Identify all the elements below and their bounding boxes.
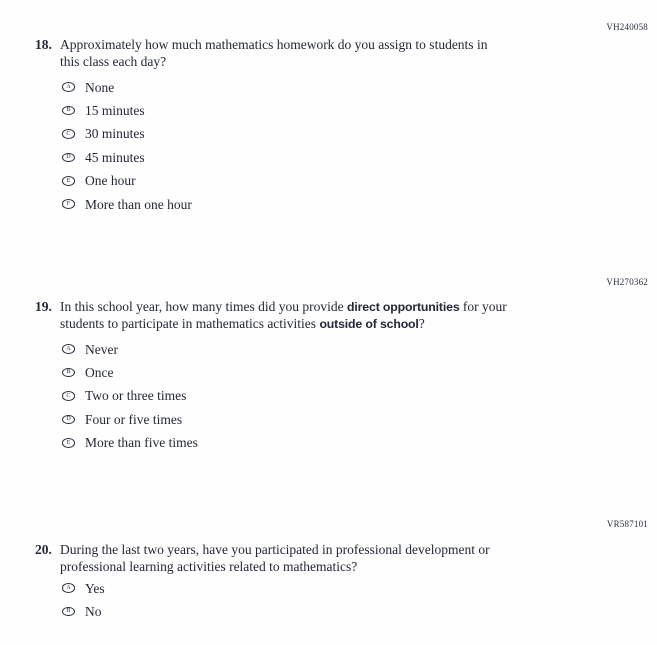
question-19-line2-post: ? <box>418 315 425 331</box>
question-19-text <box>60 299 507 332</box>
question-19-line2-pre: students to participate in mathematics activities <box>60 315 320 331</box>
question-18-text <box>60 37 487 70</box>
option-row <box>62 169 192 192</box>
bubble-letter: B <box>66 106 71 114</box>
question-19-line2-bold: outside of school <box>319 316 419 331</box>
question-19 <box>35 299 507 332</box>
question-18-line2 <box>60 54 487 71</box>
bubble-letter: E <box>66 438 71 446</box>
question-18-line1 <box>60 37 487 54</box>
option-label: None <box>85 79 115 95</box>
option-label: 30 minutes <box>85 126 145 142</box>
option-label: No <box>85 604 102 620</box>
bubble-letter: A <box>66 83 71 91</box>
option-label: Once <box>85 365 114 381</box>
question-20-line2-pre: professional learning activities related to mathematics? <box>60 558 358 574</box>
option-row <box>62 408 198 431</box>
question-18 <box>35 37 487 70</box>
question-19-code: VH270362 <box>606 277 648 287</box>
option-label: Never <box>85 341 118 357</box>
bubble-letter: E <box>66 176 71 184</box>
question-20 <box>35 542 490 575</box>
bubble-letter: C <box>66 129 71 137</box>
question-19-options <box>62 338 198 455</box>
option-row <box>62 361 198 384</box>
question-20-code: VR587101 <box>606 519 648 529</box>
option-row <box>62 338 198 361</box>
option-label: Yes <box>85 580 105 596</box>
question-18-line2-pre: this class each day? <box>60 53 167 69</box>
question-19-line1-pre: In this school year, how many times did you provide <box>60 299 348 314</box>
option-label: Two or three times <box>85 388 187 404</box>
question-20-text <box>60 542 490 575</box>
bubble-letter: D <box>66 415 71 423</box>
answer-bubble-icon[interactable] <box>62 199 75 209</box>
bubble-letter: A <box>66 345 71 353</box>
option-row <box>62 192 192 215</box>
answer-bubble-icon[interactable] <box>62 106 75 116</box>
bubble-letter: A <box>66 584 71 592</box>
answer-bubble-icon[interactable] <box>62 344 75 354</box>
answer-bubble-icon[interactable] <box>62 391 75 401</box>
answer-bubble-icon[interactable] <box>62 607 75 617</box>
option-label: More than one hour <box>85 196 192 212</box>
bubble-letter: C <box>66 391 71 399</box>
option-row <box>62 146 192 169</box>
option-label: Four or five times <box>85 411 183 427</box>
question-18-options <box>62 76 192 216</box>
option-row <box>62 99 192 122</box>
question-18-line1-pre: Approximately how much mathematics homework do you assign to students in <box>60 37 488 52</box>
question-19-line2 <box>60 316 507 333</box>
option-row <box>62 600 105 623</box>
answer-bubble-icon[interactable] <box>62 82 75 92</box>
answer-bubble-icon[interactable] <box>62 583 75 593</box>
question-18-number: 18. <box>35 37 52 52</box>
answer-bubble-icon[interactable] <box>62 368 75 378</box>
answer-bubble-icon[interactable] <box>62 129 75 139</box>
answer-bubble-icon[interactable] <box>62 176 75 186</box>
answer-bubble-icon[interactable] <box>62 415 75 425</box>
question-19-line1-post: for your <box>459 299 507 314</box>
option-label: One hour <box>85 173 136 189</box>
option-row <box>62 76 192 99</box>
answer-bubble-icon[interactable] <box>62 153 75 163</box>
option-row <box>62 384 198 407</box>
question-18-code: VH240058 <box>606 22 648 32</box>
bubble-letter: F <box>66 200 71 208</box>
option-label: 15 minutes <box>85 103 145 119</box>
question-19-line1 <box>60 299 507 316</box>
question-19-number: 19. <box>35 299 52 314</box>
option-row <box>62 122 192 145</box>
answer-bubble-icon[interactable] <box>62 438 75 448</box>
bubble-letter: D <box>66 153 71 161</box>
question-19-line1-bold: direct opportunities <box>347 300 460 314</box>
option-label: 45 minutes <box>85 149 145 165</box>
bubble-letter: B <box>66 368 71 376</box>
option-row <box>62 577 105 600</box>
question-20-line1-pre: During the last two years, have you participated in professional development or <box>60 542 490 557</box>
bubble-letter: B <box>66 607 71 615</box>
question-20-number: 20. <box>35 542 52 557</box>
question-20-line2 <box>60 559 490 576</box>
option-row <box>62 431 198 454</box>
question-20-line1 <box>60 542 490 559</box>
question-20-options <box>62 577 105 624</box>
option-label: More than five times <box>85 435 198 451</box>
